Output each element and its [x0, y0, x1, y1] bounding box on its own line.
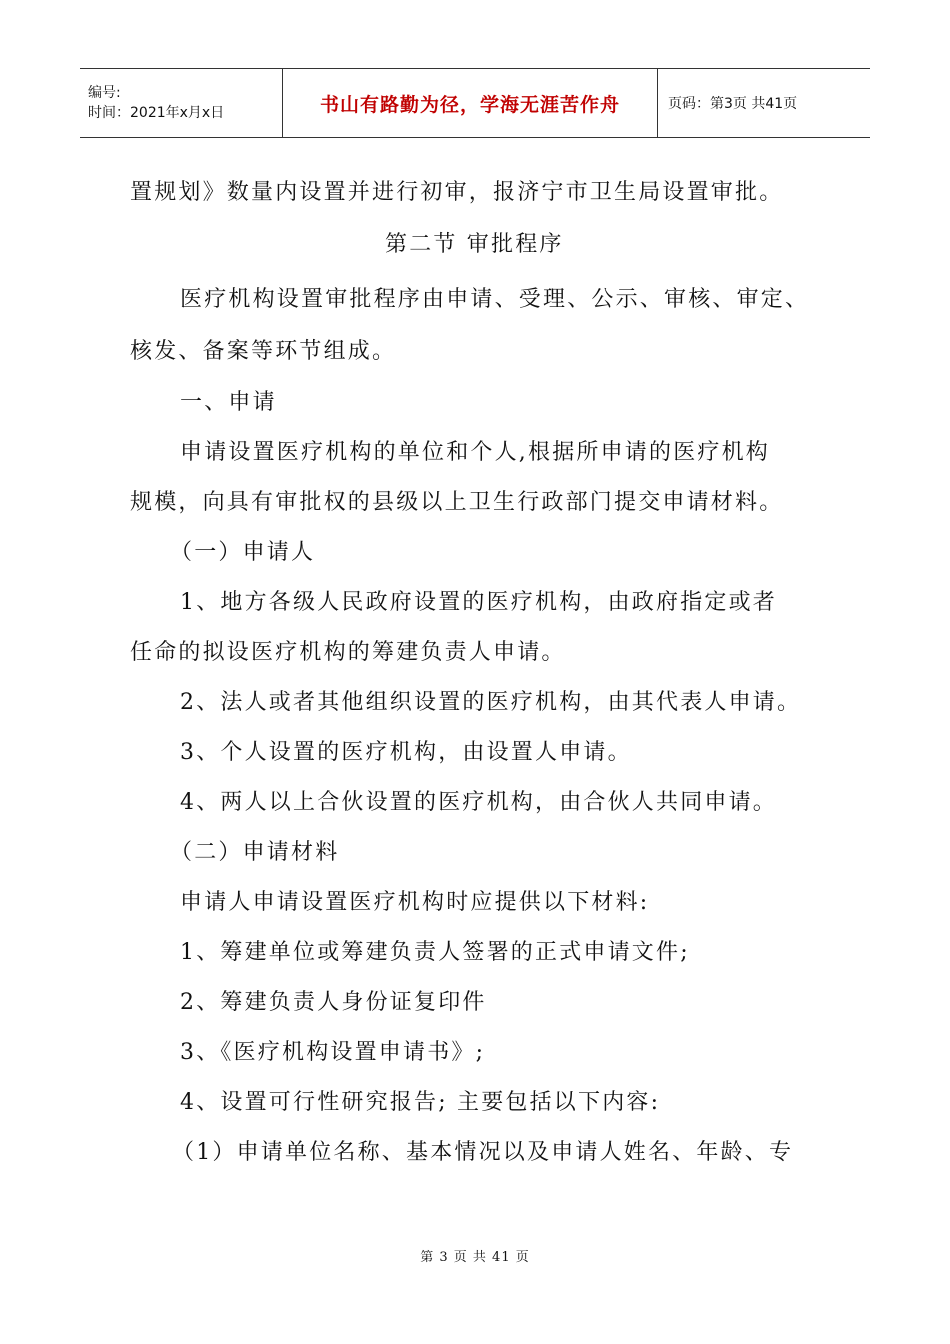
- section-heading: 第二节 审批程序: [385, 232, 564, 257]
- paragraph-line: 2、法人或者其他组织设置的医疗机构，由其代表人申请。: [180, 690, 802, 715]
- paragraph-line: 1、筹建单位或筹建负责人签署的正式申请文件;: [180, 940, 690, 965]
- paragraph-line: 医疗机构设置审批程序由申请、受理、公示、审核、审定、: [180, 287, 810, 312]
- page-footer: 第 3 页 共 41 页: [420, 1250, 530, 1265]
- paragraph-line: 任命的拟设医疗机构的筹建负责人申请。: [130, 640, 566, 665]
- motto: 书山有路勤为径，学海无涯苦作舟: [319, 93, 620, 116]
- paragraph-line: 置规划》数量内设置并进行初审，报济宁市卫生局设置审批。: [130, 180, 784, 205]
- paragraph-line: 4、设置可行性研究报告; 主要包括以下内容:: [180, 1090, 661, 1115]
- paragraph-line: 核发、备案等环节组成。: [130, 339, 397, 364]
- paragraph-line: 2、筹建负责人身份证复印件: [180, 990, 487, 1015]
- header-meta: [80, 69, 283, 137]
- paragraph-line: 3、个人设置的医疗机构，由设置人申请。: [180, 740, 632, 765]
- paragraph-line: （1）申请单位名称、基本情况以及申请人姓名、年龄、专: [172, 1140, 794, 1165]
- paragraph-line: 4、两人以上合伙设置的医疗机构，由合伙人共同申请。: [180, 790, 777, 815]
- number-label: 编号:: [88, 85, 121, 101]
- paragraph-line: 3、《医疗机构设置申请书》;: [180, 1040, 486, 1065]
- document-header: [80, 68, 870, 138]
- header-motto-cell: [283, 69, 658, 137]
- header-page-cell: [658, 69, 870, 137]
- subheading: 一、申请: [180, 390, 277, 415]
- paragraph-line: 申请人申请设置医疗机构时应提供以下材料:: [180, 890, 650, 915]
- paragraph-line: 规模，向具有审批权的县级以上卫生行政部门提交申请材料。: [130, 490, 784, 515]
- page-label: 页码：第3页 共41页: [668, 96, 798, 112]
- subheading: （二）申请材料: [170, 840, 340, 865]
- paragraph-line: 1、地方各级人民政府设置的医疗机构，由政府指定或者: [180, 590, 777, 615]
- paragraph-line: 申请设置医疗机构的单位和个人,根据所申请的医疗机构: [180, 440, 770, 465]
- time-label: 时间：2021年x月x日: [88, 105, 225, 121]
- subheading: （一）申请人: [170, 540, 316, 565]
